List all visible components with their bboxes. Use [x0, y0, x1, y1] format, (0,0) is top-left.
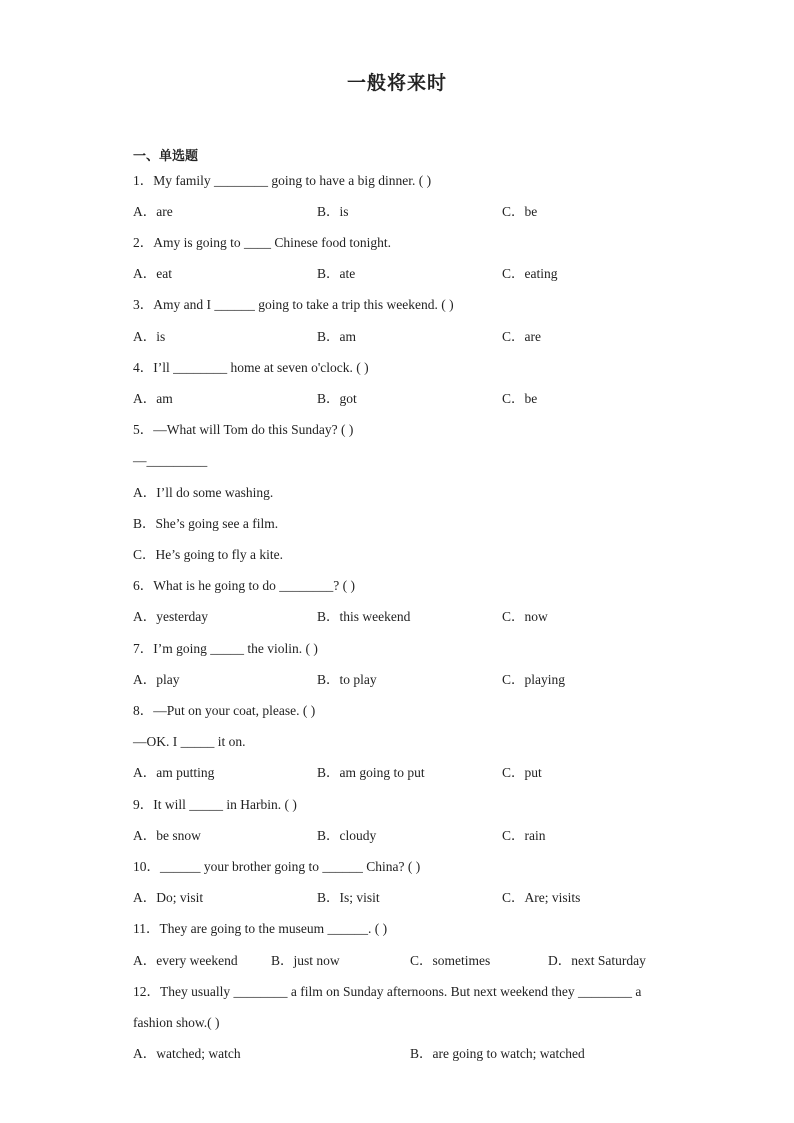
question-12-continued: fashion show.( )	[133, 1015, 220, 1030]
q2-option-a[interactable]: A．eat	[133, 266, 172, 281]
q3-option-c[interactable]: C．are	[502, 329, 541, 344]
q7-option-b[interactable]: B．to play	[317, 672, 377, 687]
q4-option-b[interactable]: B．got	[317, 391, 357, 406]
q8-option-c[interactable]: C．put	[502, 765, 542, 780]
q1-option-c[interactable]: C．be	[502, 204, 538, 219]
question-1: 1．My family ________ going to have a big dinner. ( )	[133, 173, 432, 188]
q4-option-c[interactable]: C．be	[502, 391, 538, 406]
q11-option-d[interactable]: D．next Saturday	[548, 953, 646, 968]
question-3: 3．Amy and I ______ going to take a trip this weekend. ( )	[133, 297, 454, 312]
q9-option-a[interactable]: A．be snow	[133, 828, 201, 843]
question-11: 11．They are going to the museum ______. ( )	[133, 921, 388, 936]
q5-option-c[interactable]: C．He’s going to fly a kite.	[133, 547, 283, 562]
question-5-blank: —_________	[133, 453, 208, 468]
q4-option-a[interactable]: A．am	[133, 391, 173, 406]
question-8: 8．—Put on your coat, please. ( )	[133, 703, 316, 718]
q1-option-a[interactable]: A．are	[133, 204, 173, 219]
question-4: 4．I’ll ________ home at seven o'clock. ( )	[133, 360, 369, 375]
question-5: 5．—What will Tom do this Sunday? ( )	[133, 422, 354, 437]
q2-option-b[interactable]: B．ate	[317, 266, 356, 281]
q12-option-a[interactable]: A．watched; watch	[133, 1046, 241, 1061]
q9-option-c[interactable]: C．rain	[502, 828, 546, 843]
q3-option-a[interactable]: A．is	[133, 329, 166, 344]
q5-option-b[interactable]: B．She’s going see a film.	[133, 516, 279, 531]
q1-option-b[interactable]: B．is	[317, 204, 349, 219]
q3-option-b[interactable]: B．am	[317, 329, 356, 344]
question-12: 12．They usually ________ a film on Sunday afternoons. But next weekend they ________ a	[133, 984, 642, 999]
question-10: 10．______ your brother going to ______ China? ( )	[133, 859, 421, 874]
q8-option-a[interactable]: A．am putting	[133, 765, 215, 780]
section-heading: 一、单选题	[133, 149, 199, 164]
question-6: 6．What is he going to do ________? ( )	[133, 578, 355, 593]
q7-option-c[interactable]: C．playing	[502, 672, 565, 687]
q10-option-b[interactable]: B．Is; visit	[317, 890, 380, 905]
q6-option-c[interactable]: C．now	[502, 609, 548, 624]
q2-option-c[interactable]: C．eating	[502, 266, 558, 281]
q7-option-a[interactable]: A．play	[133, 672, 180, 687]
q8-option-b[interactable]: B．am going to put	[317, 765, 425, 780]
page-title: 一般将来时	[346, 72, 447, 94]
q9-option-b[interactable]: B．cloudy	[317, 828, 377, 843]
q5-option-a[interactable]: A．I’ll do some washing.	[133, 485, 274, 500]
q11-option-c[interactable]: C．sometimes	[410, 953, 491, 968]
question-9: 9．It will _____ in Harbin. ( )	[133, 797, 297, 812]
q10-option-c[interactable]: C．Are; visits	[502, 890, 581, 905]
question-8-reply: —OK. I _____ it on.	[133, 734, 246, 749]
q11-option-b[interactable]: B．just now	[271, 953, 340, 968]
q11-option-a[interactable]: A．every weekend	[133, 953, 238, 968]
q6-option-a[interactable]: A．yesterday	[133, 609, 208, 624]
q6-option-b[interactable]: B．this weekend	[317, 609, 411, 624]
q12-option-b[interactable]: B．are going to watch; watched	[410, 1046, 585, 1061]
q10-option-a[interactable]: A．Do; visit	[133, 890, 204, 905]
question-2: 2．Amy is going to ____ Chinese food tonight.	[133, 235, 391, 250]
question-7: 7．I’m going _____ the violin. ( )	[133, 641, 318, 656]
